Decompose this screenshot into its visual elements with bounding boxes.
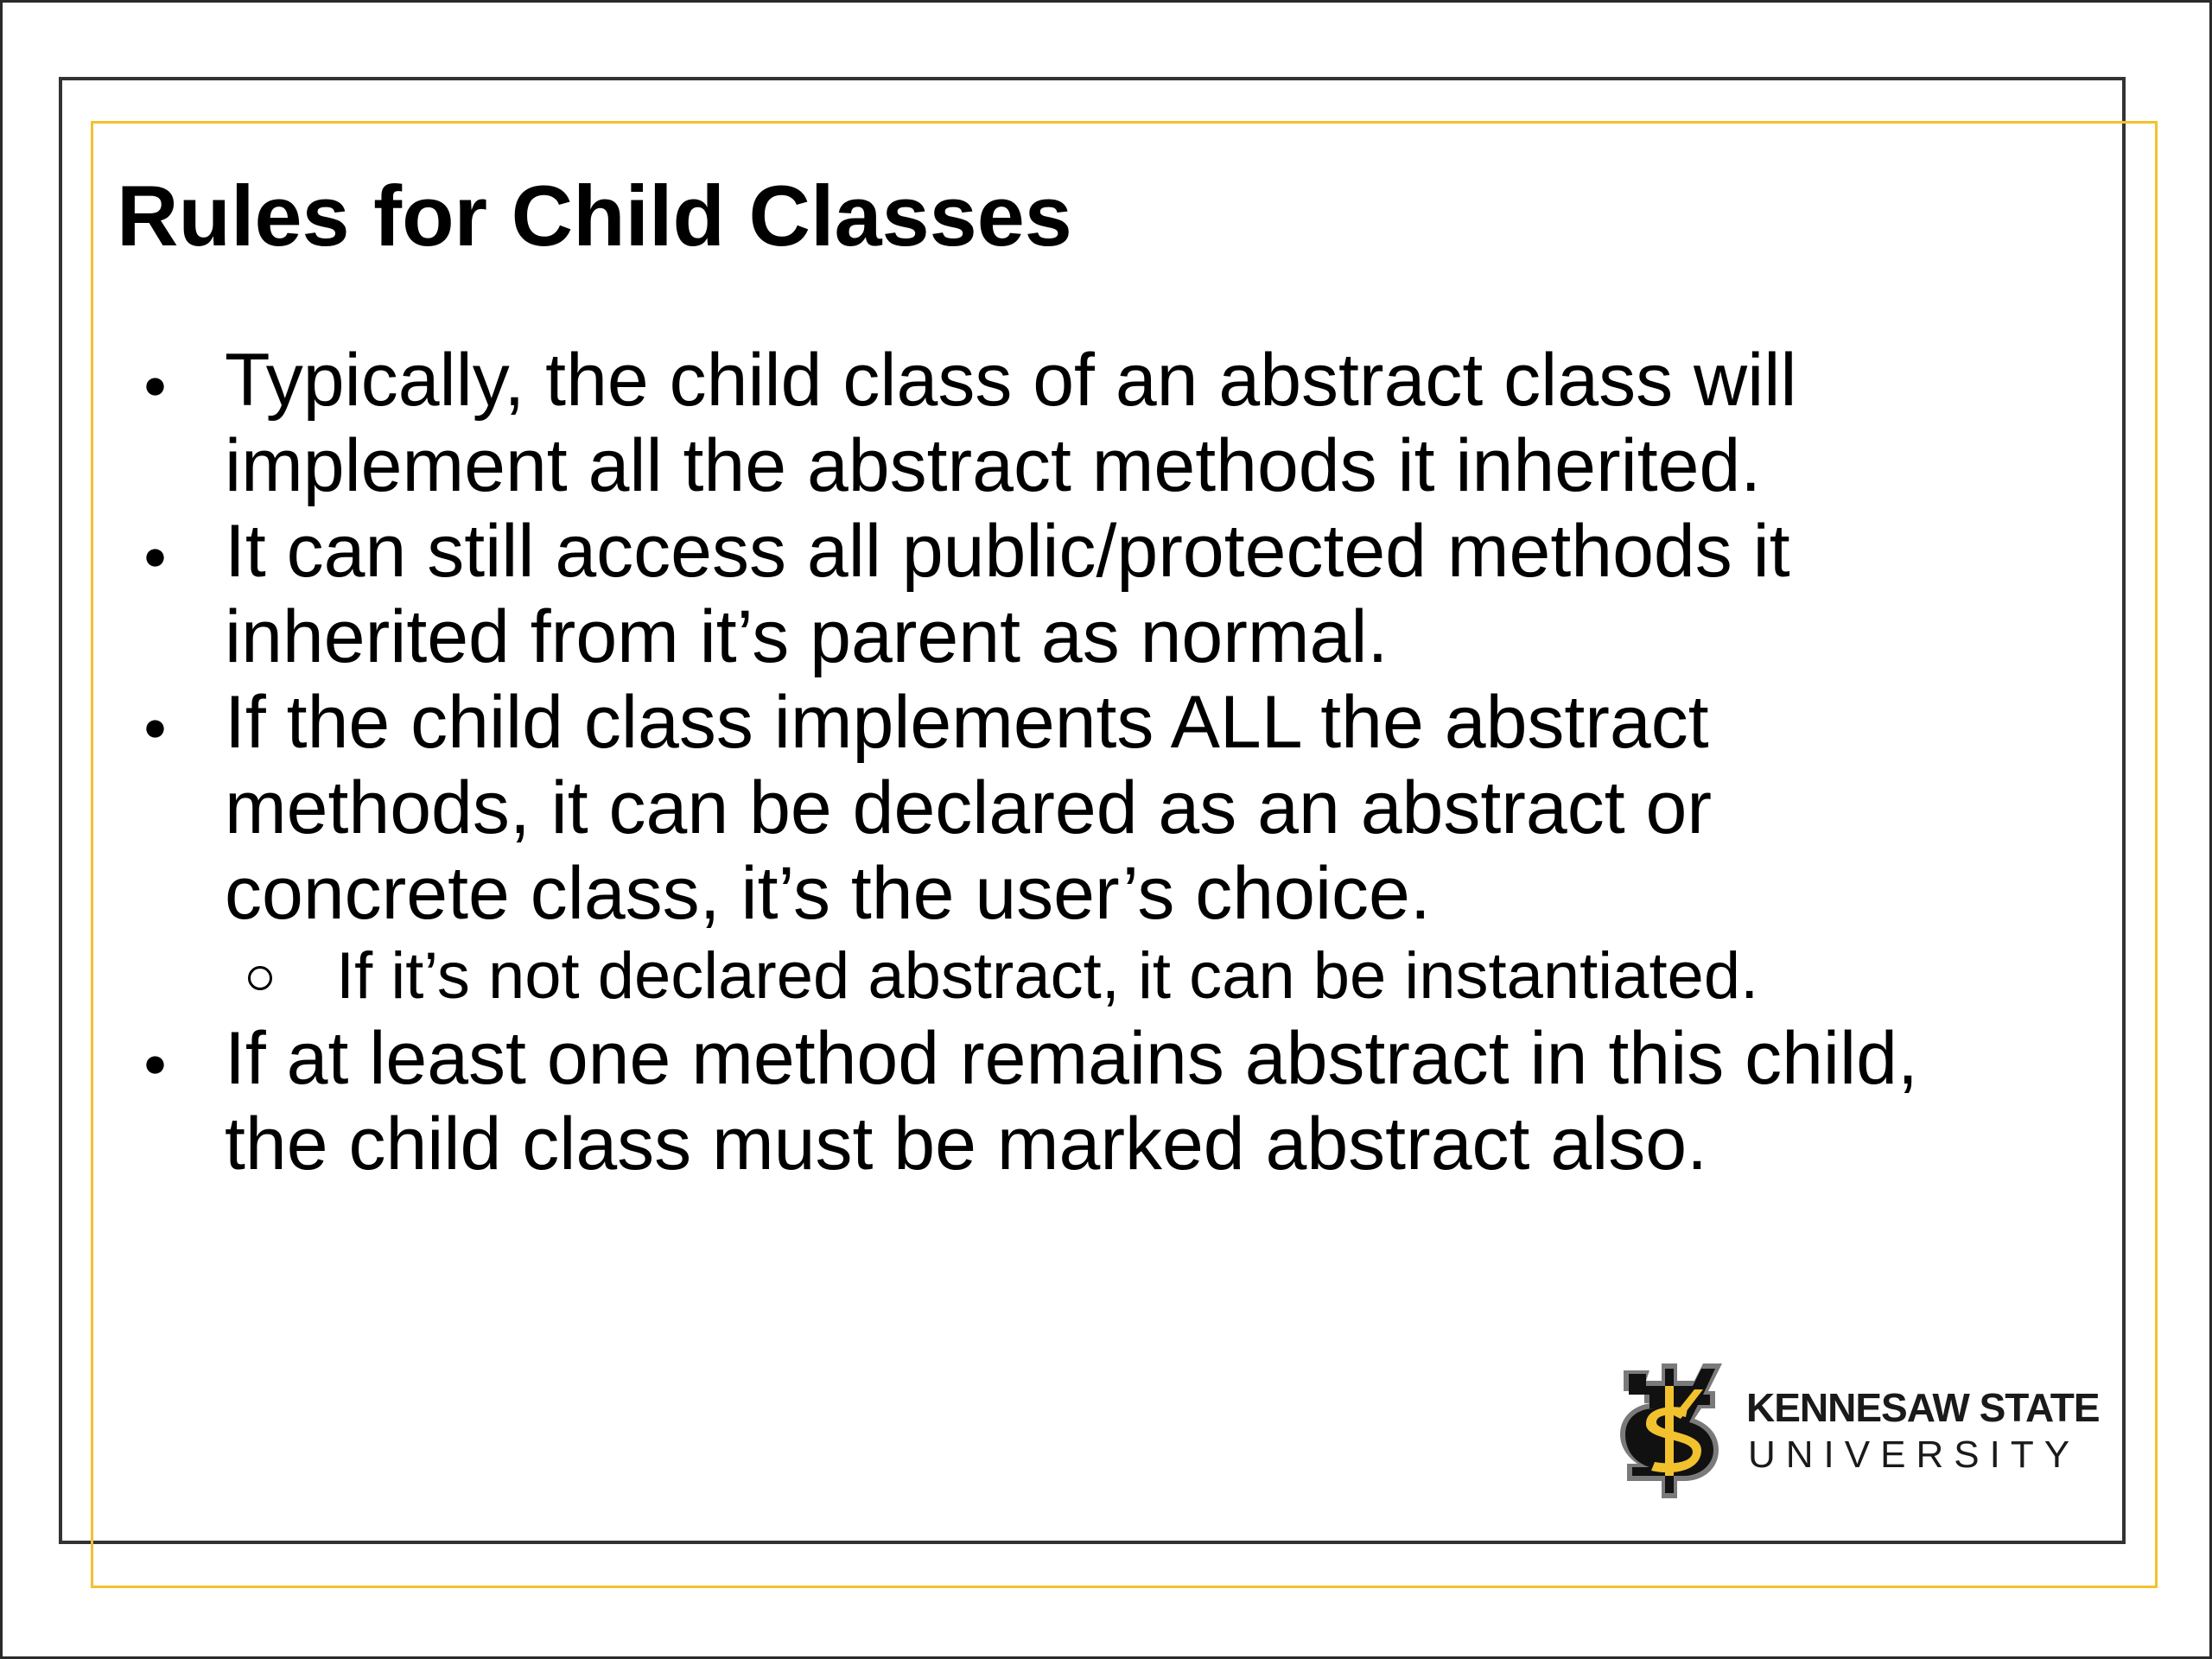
bullet-item — [3, 1016, 2128, 1187]
ksu-monogram-icon — [1611, 1355, 1727, 1507]
slide-title: Rules for Child Classes — [117, 168, 1072, 264]
bullet-line: concrete class, it’s the user’s choice. — [225, 852, 1431, 935]
bullet-line: It can still access all public/protected methods it — [225, 510, 1790, 593]
logo-name-line-2: UNIVERSITY — [1748, 1433, 2081, 1476]
bullet-dot-icon — [146, 378, 163, 395]
bullet-line: the child class must be marked abstract also. — [225, 1103, 1707, 1185]
bullet-dot-icon — [146, 549, 163, 566]
bullet-line: If at least one method remains abstract in this child, — [225, 1017, 1918, 1100]
bullet-list — [3, 338, 2128, 1187]
bullet-line: Typically, the child class of an abstract class will — [225, 339, 1797, 422]
university-logo — [1611, 1355, 2100, 1510]
bullet-item — [3, 509, 2128, 680]
bullet-line: inherited from it’s parent as normal. — [225, 595, 1389, 678]
bullet-item — [3, 680, 2128, 937]
bullet-dot-icon — [146, 1056, 163, 1073]
sub-bullet-line: If it’s not declared abstract, it can be instantiated. — [336, 939, 1759, 1013]
bullet-dot-icon — [146, 720, 163, 737]
bullet-item — [3, 338, 2128, 509]
logo-name-line-1: KENNESAW STATE — [1746, 1385, 2100, 1430]
bullet-line: methods, it can be declared as an abstract or — [225, 766, 1712, 849]
sub-bullet-item — [3, 937, 2128, 1016]
bullet-circle-icon — [248, 966, 272, 990]
bullet-line: implement all the abstract methods it inherited. — [225, 424, 1762, 507]
bullet-line: If the child class implements ALL the abstract — [225, 681, 1709, 764]
